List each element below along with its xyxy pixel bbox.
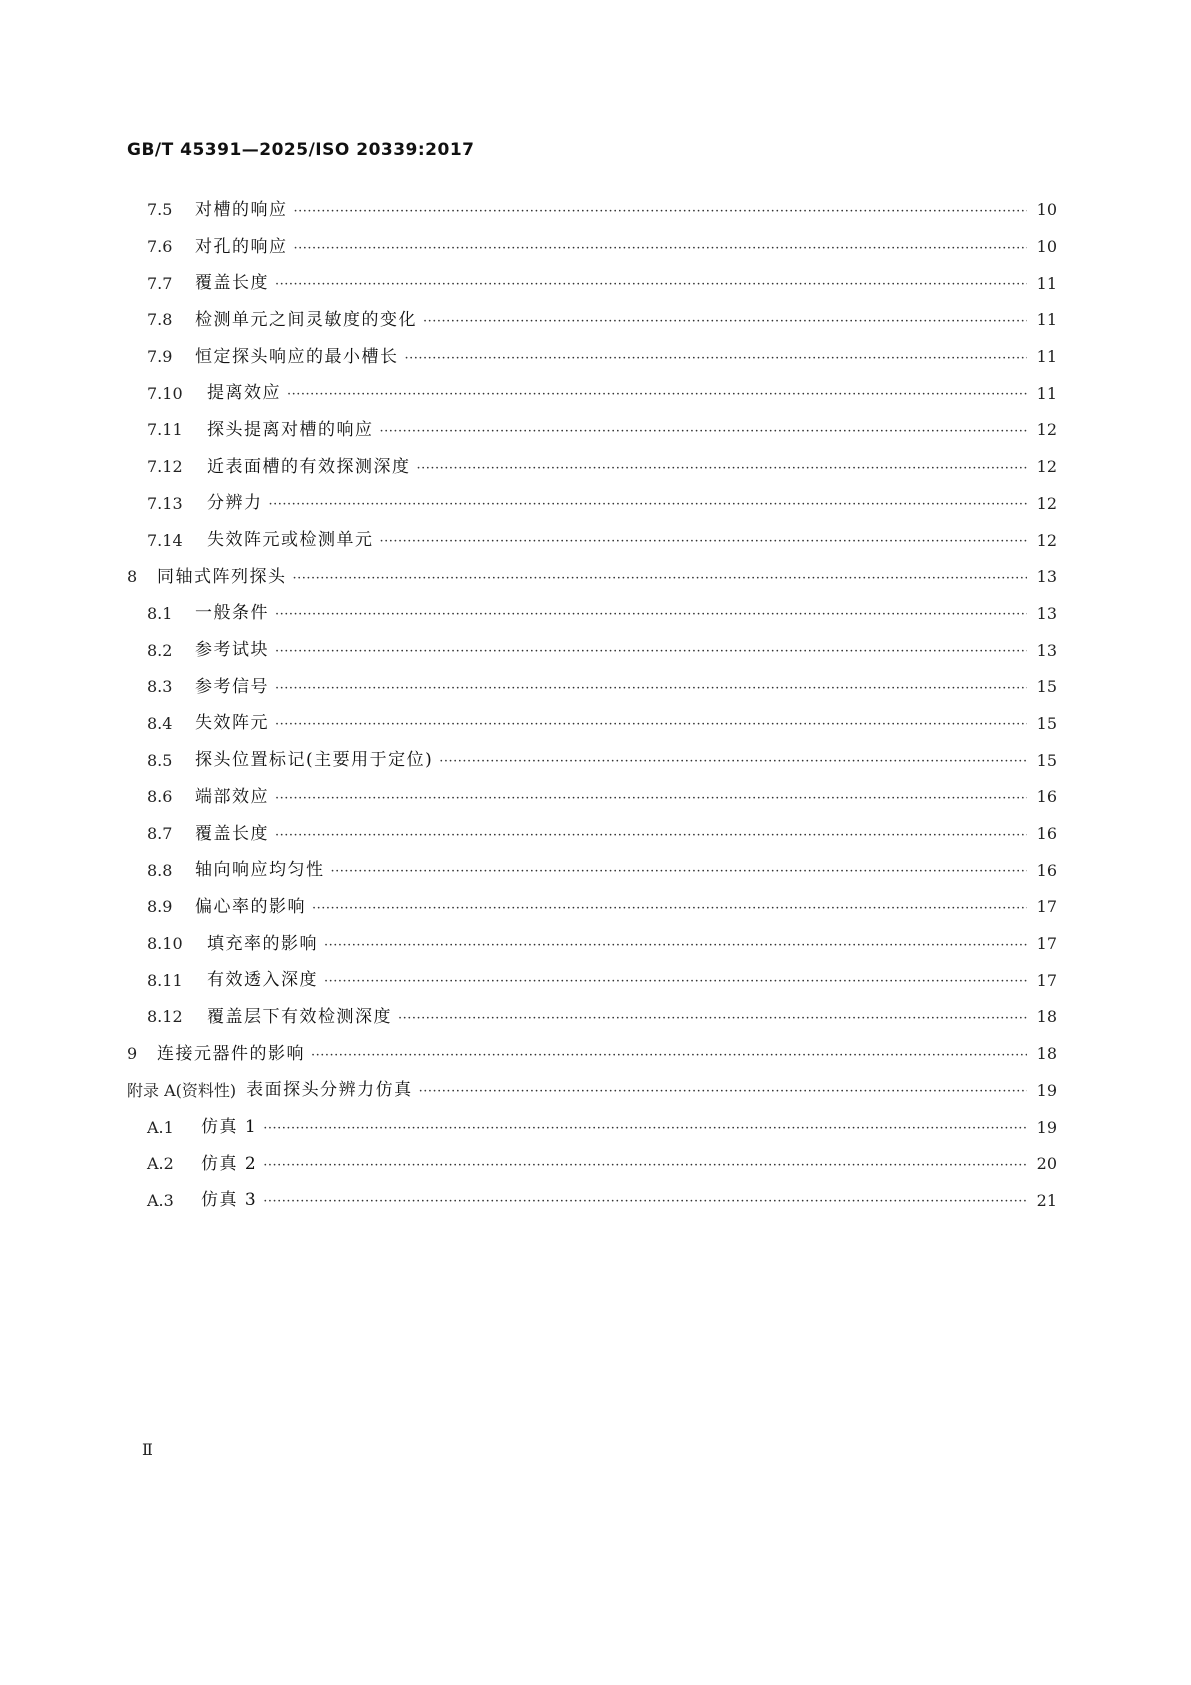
toc-entry-title: 恒定探头响应的最小槽长 [195, 346, 399, 367]
dot-leader [324, 939, 1027, 952]
toc-entry-number: 8 [127, 567, 138, 587]
toc-entry-page: 16 [1036, 824, 1057, 844]
toc-entry-page: 11 [1036, 310, 1057, 330]
toc-entry-8-9[interactable] [127, 889, 1057, 926]
toc-entry-page: 13 [1036, 640, 1057, 660]
toc-entry-number: 8.2 [147, 640, 173, 660]
toc-entry-title: 同轴式阵列探头 [157, 566, 287, 587]
toc-entry-title: 对槽的响应 [195, 199, 288, 220]
dot-leader [269, 498, 1028, 511]
toc-entry-8-1[interactable] [127, 596, 1057, 633]
toc-entry-a-3[interactable] [127, 1183, 1057, 1220]
toc-entry-page: 17 [1036, 970, 1057, 990]
toc-entry-number: 8.11 [147, 970, 183, 990]
dot-leader [331, 865, 1028, 878]
toc-entry-number: 8.12 [147, 1007, 183, 1027]
toc-entry-page: 18 [1036, 1007, 1057, 1027]
toc-entry-title: 覆盖长度 [195, 823, 269, 844]
toc-entry-page: 12 [1036, 493, 1057, 513]
toc-entry-8-5[interactable] [127, 742, 1057, 779]
toc-entry-page: 16 [1036, 787, 1057, 807]
toc-entry-8-10[interactable] [127, 926, 1057, 963]
toc-entry-page: 15 [1036, 713, 1057, 733]
toc-entry-8-11[interactable] [127, 962, 1057, 999]
toc-entry-number: 8.9 [147, 897, 173, 917]
dot-leader [275, 718, 1027, 731]
dot-leader [275, 608, 1027, 621]
toc-entry-number: 7.8 [147, 310, 173, 330]
dot-leader [275, 829, 1027, 842]
toc-entry-7-7[interactable] [127, 265, 1057, 302]
toc-entry-appendix-a[interactable] [127, 1073, 1057, 1110]
toc-entry-title: 一般条件 [195, 603, 269, 624]
toc-entry-number: 7.10 [147, 383, 183, 403]
toc-entry-8[interactable] [127, 559, 1057, 596]
toc-entry-title: 轴向响应均匀性 [195, 860, 325, 881]
toc-entry-number: 8.1 [147, 603, 173, 623]
toc-entry-7-14[interactable] [127, 522, 1057, 559]
toc-entry-page: 12 [1036, 530, 1057, 550]
toc-entry-page: 19 [1036, 1080, 1057, 1100]
toc-entry-number: 8.7 [147, 824, 173, 844]
toc-entry-page: 17 [1036, 934, 1057, 954]
toc-entry-8-8[interactable] [127, 852, 1057, 889]
toc-entry-title: 仿真 2 [201, 1153, 258, 1174]
dot-leader [439, 755, 1027, 768]
dot-leader [275, 645, 1027, 658]
dot-leader [405, 352, 1028, 365]
toc-entry-page: 20 [1036, 1154, 1057, 1174]
dot-leader [324, 975, 1027, 988]
toc-entry-number: 7.9 [147, 347, 173, 367]
toc-entry-title: 偏心率的影响 [195, 896, 306, 917]
dot-leader [398, 1012, 1027, 1025]
toc-entry-page: 12 [1036, 457, 1057, 477]
toc-entry-page: 17 [1036, 897, 1057, 917]
dot-leader [287, 388, 1027, 401]
toc-entry-page: 19 [1036, 1117, 1057, 1137]
standard-code-header: GB/T 45391—2025/ISO 20339:2017 [127, 140, 475, 160]
toc-entry-7-8[interactable] [127, 302, 1057, 339]
toc-entry-page: 13 [1036, 603, 1057, 623]
toc-entry-page: 13 [1036, 567, 1057, 587]
toc-entry-7-9[interactable] [127, 339, 1057, 376]
dot-leader [423, 315, 1027, 328]
toc-entry-7-13[interactable] [127, 486, 1057, 523]
dot-leader [263, 1159, 1027, 1172]
toc-entry-7-6[interactable] [127, 229, 1057, 266]
toc-entry-title: 连接元器件的影响 [157, 1043, 305, 1064]
dot-leader [419, 1085, 1027, 1098]
toc-entry-9[interactable] [127, 1036, 1057, 1073]
toc-entry-title: 参考信号 [195, 676, 269, 697]
page-number-footer: Ⅱ [142, 1440, 153, 1459]
toc-entry-a-2[interactable] [127, 1146, 1057, 1183]
toc-entry-7-12[interactable] [127, 449, 1057, 486]
dot-leader [275, 682, 1027, 695]
toc-entry-title: 检测单元之间灵敏度的变化 [195, 309, 417, 330]
toc-entry-page: 12 [1036, 420, 1057, 440]
toc-entry-number: 9 [127, 1044, 138, 1064]
dot-leader [380, 425, 1028, 438]
toc-entry-title: 探头提离对槽的响应 [207, 419, 374, 440]
toc-entry-a-1[interactable] [127, 1109, 1057, 1146]
toc-entry-8-3[interactable] [127, 669, 1057, 706]
toc-entry-title: 参考试块 [195, 640, 269, 661]
toc-entry-number: 8.6 [147, 787, 173, 807]
toc-entry-page: 21 [1036, 1190, 1057, 1210]
toc-entry-page: 18 [1036, 1044, 1057, 1064]
toc-entry-number: 附录 A(资料性) [127, 1080, 237, 1100]
toc-entry-title: 覆盖层下有效检测深度 [207, 1006, 392, 1027]
toc-entry-8-6[interactable] [127, 779, 1057, 816]
toc-entry-page: 10 [1036, 200, 1057, 220]
toc-entry-title: 分辨力 [207, 493, 263, 514]
toc-entry-number: 7.14 [147, 530, 183, 550]
toc-entry-7-5[interactable] [127, 192, 1057, 229]
toc-entry-page: 11 [1036, 383, 1057, 403]
toc-entry-title: 覆盖长度 [195, 273, 269, 294]
toc-entry-title: 表面探头分辨力仿真 [246, 1080, 413, 1101]
toc-entry-8-12[interactable] [127, 999, 1057, 1036]
dot-leader [275, 792, 1027, 805]
toc-entry-title: 有效透入深度 [207, 970, 318, 991]
toc-entry-title: 仿真 1 [201, 1117, 258, 1138]
dot-leader [263, 1122, 1027, 1135]
dot-leader [275, 278, 1027, 291]
toc-entry-number: 7.6 [147, 237, 173, 257]
toc-entry-8-7[interactable] [127, 816, 1057, 853]
dot-leader [294, 242, 1028, 255]
toc-entry-title: 提离效应 [207, 383, 281, 404]
dot-leader [293, 572, 1028, 585]
dot-leader [294, 205, 1028, 218]
table-of-contents [127, 192, 1057, 1219]
toc-entry-title: 仿真 3 [201, 1190, 258, 1211]
toc-entry-title: 近表面槽的有效探测深度 [207, 456, 411, 477]
toc-entry-number: 8.8 [147, 860, 173, 880]
toc-entry-number: 7.7 [147, 273, 173, 293]
dot-leader [263, 1195, 1027, 1208]
toc-entry-number: 8.4 [147, 713, 173, 733]
dot-leader [380, 535, 1028, 548]
toc-entry-page: 15 [1036, 677, 1057, 697]
toc-entry-page: 15 [1036, 750, 1057, 770]
toc-entry-page: 11 [1036, 273, 1057, 293]
toc-entry-page: 16 [1036, 860, 1057, 880]
toc-entry-number: 7.13 [147, 493, 183, 513]
dot-leader [311, 1049, 1027, 1062]
toc-entry-page: 11 [1036, 347, 1057, 367]
toc-entry-number: 8.3 [147, 677, 173, 697]
toc-entry-7-10[interactable] [127, 375, 1057, 412]
toc-entry-number: 7.11 [147, 420, 183, 440]
toc-entry-number: 8.10 [147, 934, 183, 954]
toc-entry-title: 失效阵元或检测单元 [207, 530, 374, 551]
toc-entry-title: 失效阵元 [195, 713, 269, 734]
toc-entry-title: 对孔的响应 [195, 236, 288, 257]
toc-entry-title: 填充率的影响 [207, 933, 318, 954]
dot-leader [312, 902, 1027, 915]
dot-leader [417, 462, 1028, 475]
toc-entry-8-2[interactable] [127, 632, 1057, 669]
toc-entry-number: A.1 [147, 1117, 174, 1137]
toc-entry-title: 探头位置标记(主要用于定位) [195, 750, 434, 771]
toc-entry-number: 7.12 [147, 457, 183, 477]
toc-entry-number: A.2 [147, 1154, 174, 1174]
toc-entry-page: 10 [1036, 237, 1057, 257]
toc-entry-title: 端部效应 [195, 786, 269, 807]
toc-entry-number: 8.5 [147, 750, 173, 770]
toc-entry-number: A.3 [147, 1190, 174, 1210]
toc-entry-7-11[interactable] [127, 412, 1057, 449]
toc-entry-number: 7.5 [147, 200, 173, 220]
toc-entry-8-4[interactable] [127, 706, 1057, 743]
